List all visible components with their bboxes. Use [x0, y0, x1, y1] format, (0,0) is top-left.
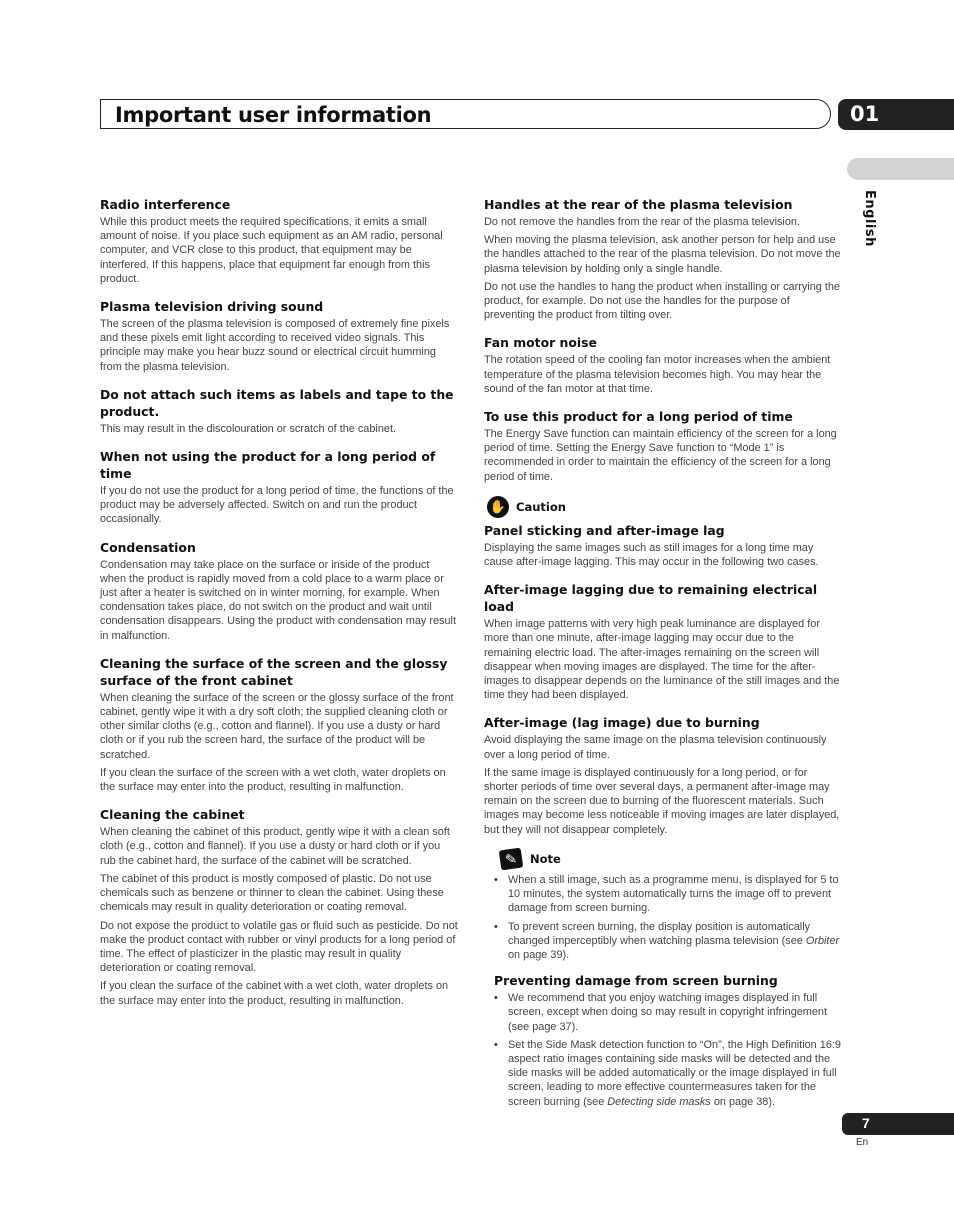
list-item: • When a still image, such as a programme menu, is displayed for 5 to 10 minutes, the system automatically turns the image off to prevent damage from screen burning.: [494, 873, 842, 916]
section-text: Displaying the same images such as still images for a long time may cause after-image lagging. This may occur in the following two cases.: [484, 541, 819, 569]
orbiter-reference: Orbiter: [805, 934, 840, 947]
page-number-tab: [842, 1113, 954, 1135]
section-text: If the same image is displayed continuously for a long period, or for shorter periods of time over several days, a permanent after-image may remain on the screen due to burning of the fluorescent materials. Such images may become less noticeable if moving images are later displayed, but they will not disappear completely.: [484, 766, 840, 836]
section-text: If you clean the surface of the screen with a wet cloth, water droplets on the surface may enter into the product, resulting in malfunction.: [100, 766, 446, 794]
section-not-using: [100, 448, 458, 527]
section-text: Avoid displaying the same image on the plasma television continuously over a long period of time.: [484, 734, 827, 761]
section-heading: Panel sticking and after-image lag: [484, 522, 725, 538]
section-heading: Handles at the rear of the plasma television: [484, 197, 793, 212]
section-heading: To use this product for a long period of time: [484, 409, 793, 425]
section-burning: [484, 714, 842, 836]
section-text: The rotation speed of the cooling fan motor increases when the ambient temperature of the plasma television becomes high. You may hear the sound of the fan motor at that time.: [484, 354, 831, 395]
hand-stop-icon: ✋: [487, 496, 509, 518]
section-text: Condensation may take place on the surface or inside of the product when the product is rapidly moved from a cold place to a warm place or just after a heater is switched on in winter morning, for example. When condensation takes place, do not switch on the product and wait until condensation disappears. Using the product with condensation may result in malfunction.: [100, 558, 456, 642]
section-heading: After-image lagging due to remaining electrical load: [484, 582, 818, 615]
section-labels: [100, 386, 458, 436]
right-column: [484, 196, 842, 1119]
chapter-tab: [838, 99, 954, 130]
section-heading: Radio interference: [100, 197, 231, 212]
section-driving-sound: [100, 298, 458, 374]
section-preventing-burning: [484, 972, 842, 1109]
section-heading: Fan motor noise: [484, 335, 597, 351]
note-list: [484, 873, 842, 962]
caution-label: Caution: [516, 499, 566, 514]
left-column: [100, 196, 458, 1020]
section-heading: Cleaning the cabinet: [100, 807, 245, 823]
section-heading: Condensation: [100, 539, 196, 555]
section-text: When moving the plasma television, ask another person for help and use the handles attached to the rear of the plasma television. Do not move the plasma television by holding only a single handle.: [484, 234, 841, 275]
pencil-note-icon: ✎: [499, 847, 524, 870]
section-heading: Cleaning the surface of the screen and the glossy surface of the front cabinet: [100, 655, 448, 688]
list-item: • We recommend that you enjoy watching images displayed in full screen, except when doing so may result in copyright infringement (see page 37).: [494, 991, 842, 1034]
side-mask-reference: Detecting side masks: [607, 1095, 711, 1108]
section-text: Do not expose the product to volatile gas or fluid such as pesticide. Do not make the product contact with rubber or vinyl products for a long period of time. The effect of plasticizer in the plastic may result in quality deterioration or coating removal.: [100, 919, 458, 975]
section-text: The cabinet of this product is mostly composed of plastic. Do not use chemicals such as benzene or thinner to clean the cabinet. Using these chemicals may result in quality deterioration or coating removal.: [100, 872, 444, 914]
note-label: Note: [530, 851, 561, 866]
section-radio-interference: [100, 196, 458, 286]
section-heading: When not using the product for a long period of time: [100, 449, 436, 482]
section-long-period: [484, 408, 842, 484]
section-text: When cleaning the cabinet of this product, gently wipe it with a clean soft cloth (e.g., cotton and flannel). If you use a dusty or hard cloth or if you rub the cabinet hard, the surface of the cabinet will be scratched.: [100, 826, 450, 867]
section-text: If you do not use the product for a long period of time, the functions of the product may be adversely affected. Switch on and run the product occasionally.: [100, 485, 454, 526]
list-item: • Set the Side Mask detection function to “On”, the High Definition 16:9 aspect ratio images containing side masks will be detected and the side masks will be added automatically or the image displayed in full screen, leading to more effective countermeasures taken for the screen burning (see Detecting side masks on page 38).: [494, 1038, 842, 1109]
section-fan-noise: [484, 334, 842, 396]
section-text: When image patterns with very high peak luminance are displayed for more than one minute, after-image lagging may occur due to the remaining electric load. The after-images remaining on the screen will disappear when moving images are displayed. The time for the after-images to disappear depends on the luminance of the still images and the time they had been displayed.: [484, 618, 840, 702]
section-text: If you clean the surface of the cabinet with a wet cloth, water droplets on the surface may enter into the product, resulting in malfunction.: [100, 980, 449, 1007]
section-handles: [484, 196, 842, 322]
section-text: Do not use the handles to hang the product when installing or carrying the product, for example. Do not use the handles for the purpose of preventing the product from tilting over.: [484, 280, 840, 322]
section-heading: Plasma television driving sound: [100, 299, 324, 315]
section-heading: After-image (lag image) due to burning: [484, 715, 760, 731]
section-panel-sticking: [484, 522, 842, 569]
caution-header: [484, 496, 842, 518]
section-text: This may result in the discolouration or scratch of the cabinet.: [100, 422, 397, 435]
section-text: The screen of the plasma television is composed of extremely fine pixels and these pixels emit light according to received video signals. This principle may make you hear buzz sound or electrical circuit humming from the plasma television.: [100, 318, 450, 373]
preventing-list: [494, 991, 842, 1109]
section-heading: Do not attach such items as labels and tape to the product.: [100, 386, 454, 419]
page-title: Important user information: [115, 103, 432, 127]
section-heading: Preventing damage from screen burning: [494, 973, 778, 989]
note-header: [484, 849, 842, 869]
section-condensation: [100, 539, 458, 643]
page-language-code: En: [856, 1137, 869, 1148]
section-text: Do not remove the handles from the rear of the plasma television.: [484, 216, 800, 228]
language-tab: [847, 158, 954, 180]
section-text: When cleaning the surface of the screen or the glossy surface of the front cabinet, gently wipe it with a dry soft cloth; the supplied cleaning cloth or other similar cloths (e.g., cotton and flannel). If you use a dusty or hard cloth or if you rub the screen hard, the surface of the product will be scratched.: [100, 691, 454, 761]
section-text: The Energy Save function can maintain efficiency of the screen for a long period of time. Setting the Energy Save function to “Mode 1” is recommended in order to maintain the efficiency of the screen for a long period of time.: [484, 428, 837, 483]
chapter-title-box: [100, 99, 831, 129]
chapter-number: 01: [850, 102, 880, 126]
list-item: • To prevent screen burning, the display position is automatically changed imperceptibly when watching plasma television (see Orbiter on page 39).: [494, 920, 842, 963]
language-label: English: [862, 190, 877, 247]
section-text: While this product meets the required specifications, it emits a small amount of noise. If you place such equipment as an AM radio, personal computer, and VCR close to this product, that equipment may be interfered. If this happens, place that equipment far enough from this product.: [100, 216, 443, 285]
page-number: 7: [862, 1115, 870, 1131]
section-cleaning-screen: [100, 655, 458, 794]
section-cleaning-cabinet: [100, 806, 458, 1007]
section-lag-electrical: [484, 581, 842, 702]
